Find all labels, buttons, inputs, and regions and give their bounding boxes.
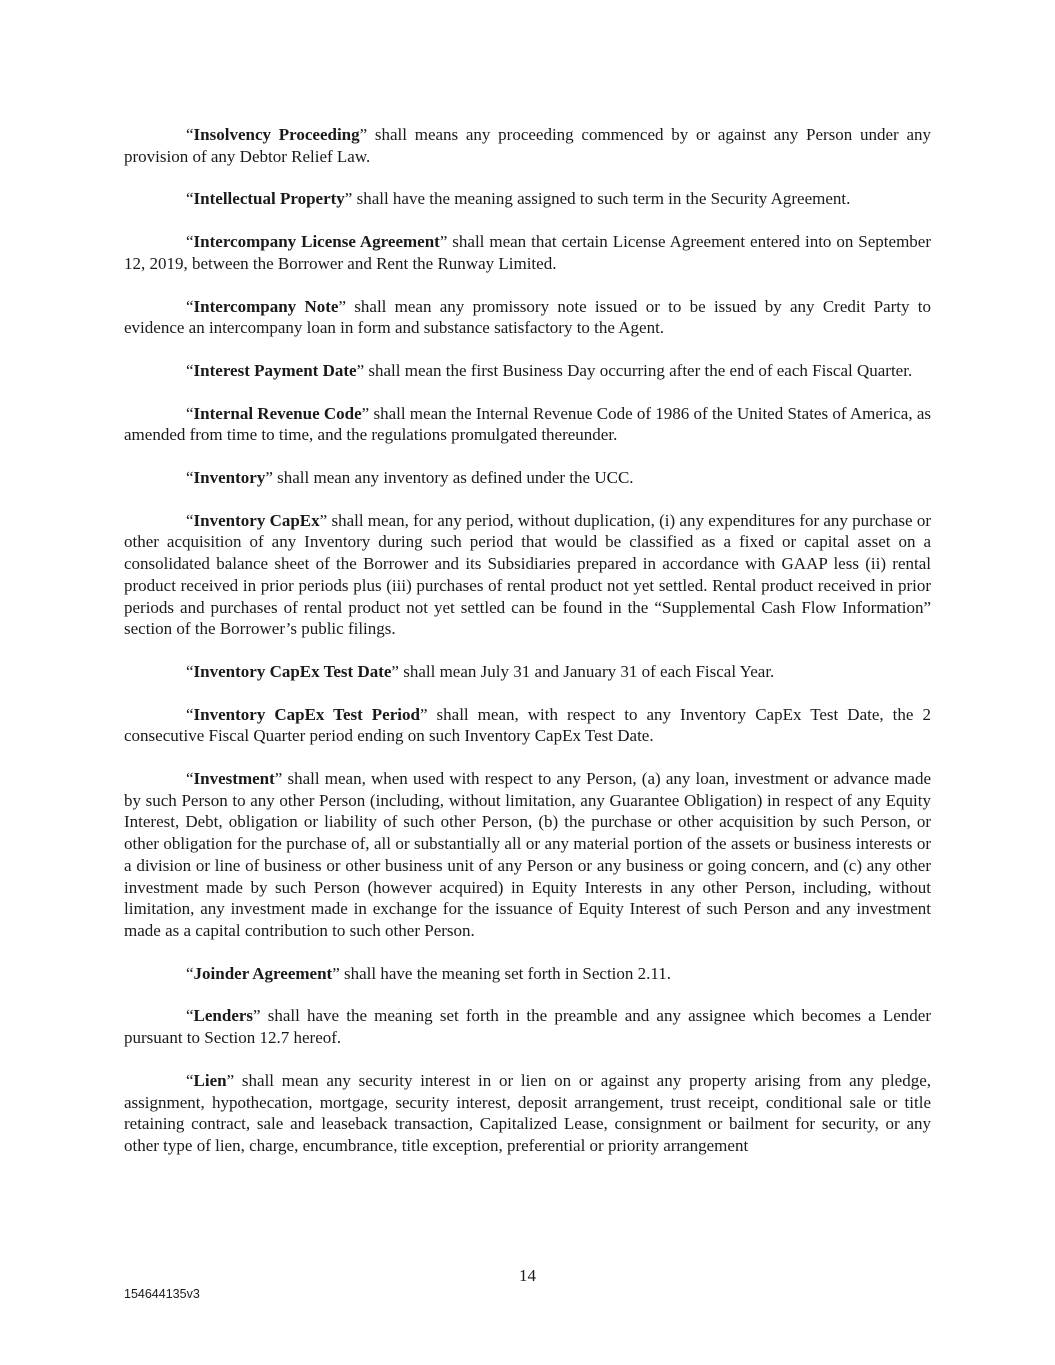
defined-term: Lenders [193, 1006, 254, 1026]
open-quote: “ [186, 963, 194, 983]
definition-text: shall mean, when used with respect to any Person, (a) any loan, investment or advance made by such Person to any other Person (including, without limitation, any Guarantee Obligation) in respect of any Equity Interest, Debt, obligation or liability of such other Person, (b) the purchase or other acquisition by such Person, or other obligation for the purchase of, all or substantially all or any material portion of the assets or business interests or a division or line of business or other business unit of any Person or any business or going concern, and (c) any other investment made by such Person (however acquired) in Equity Interests in any other Person, including, without limitation, any investment made in exchange for the issuance of Equity Interest of such Person and any investment made as a capital contribution to such other Person. [124, 769, 931, 940]
document-body [124, 124, 931, 1178]
close-quote: ” [226, 1070, 235, 1090]
open-quote: “ [186, 1006, 194, 1026]
definition-text: shall have the meaning assigned to such term in the Security Agreement. [352, 189, 851, 209]
open-quote: “ [186, 510, 194, 530]
definition-paragraph [124, 231, 931, 274]
definition-paragraph [124, 963, 931, 985]
definition-text: shall mean the Internal Revenue Code of 1986 of the United States of America, as amended from time to time, and the regulations promulgated thereunder. [124, 403, 931, 445]
open-quote: “ [186, 769, 194, 789]
definition-paragraph [124, 467, 931, 489]
definition-text: shall have the meaning set forth in the preamble and any assignee which becomes a Lender pursuant to Section 12.7 hereof. [124, 1006, 931, 1048]
close-quote: ” [439, 232, 448, 252]
open-quote: “ [186, 1070, 194, 1090]
close-quote: ” [253, 1006, 261, 1026]
close-quote: ” [356, 360, 365, 380]
close-quote: ” [361, 403, 370, 423]
definition-paragraph [124, 360, 931, 382]
definition-paragraph [124, 188, 931, 210]
defined-term: Insolvency Proceeding [193, 125, 360, 144]
definition-paragraph [124, 1005, 931, 1048]
open-quote: “ [186, 661, 194, 681]
open-quote: “ [186, 296, 194, 316]
close-quote: ” [338, 296, 346, 316]
definition-paragraph [124, 124, 931, 167]
defined-term: Internal Revenue Code [193, 403, 362, 423]
open-quote: “ [186, 468, 194, 488]
page-number: 14 [519, 1266, 536, 1285]
definition-text: shall mean any inventory as defined under the UCC. [272, 468, 634, 488]
defined-term: Inventory CapEx Test Period [193, 704, 420, 724]
close-quote: ” [332, 963, 340, 983]
defined-term: Intellectual Property [193, 189, 345, 209]
open-quote: “ [186, 189, 194, 209]
close-quote: ” [419, 704, 428, 724]
defined-term: Intercompany License Agreement [193, 232, 440, 252]
definition-text: shall mean that certain License Agreement entered into on September 12, 2019, between the Borrower and Rent the Runway Limited. [124, 232, 931, 273]
definition-text: shall mean July 31 and January 31 of each Fiscal Year. [398, 661, 775, 681]
close-quote: ” [359, 125, 368, 144]
definition-paragraph [124, 704, 931, 747]
definition-text: shall mean any promissory note issued or to be issued by any Credit Party to evidence an intercompany loan in form and substance satisfactory to the Agent. [124, 296, 931, 338]
defined-term: Lien [193, 1070, 227, 1090]
open-quote: “ [186, 403, 194, 423]
defined-term: Inventory [193, 468, 266, 488]
definition-paragraph [124, 768, 931, 942]
definition-paragraph [124, 510, 931, 640]
defined-term: Intercompany Note [193, 296, 339, 316]
definition-paragraph [124, 661, 931, 683]
close-quote: ” [265, 468, 273, 488]
open-quote: “ [186, 125, 194, 144]
close-quote: ” [319, 510, 328, 530]
definition-paragraph [124, 1070, 931, 1157]
definition-text: shall mean, with respect to any Inventory CapEx Test Date, the 2 consecutive Fiscal Quarter period ending on such Inventory CapEx Test Date. [124, 704, 931, 746]
definition-paragraph [124, 403, 931, 446]
close-quote: ” [274, 769, 283, 789]
document-id: 154644135v3 [124, 1287, 200, 1301]
defined-term: Interest Payment Date [193, 360, 357, 380]
open-quote: “ [186, 704, 194, 724]
definition-paragraph [124, 296, 931, 339]
definition-text: shall have the meaning set forth in Section 2.11. [339, 963, 672, 983]
definition-text: shall means any proceeding commenced by or against any Person under any provision of any Debtor Relief Law. [124, 125, 931, 166]
defined-term: Inventory CapEx [193, 510, 320, 530]
definition-text: shall mean the first Business Day occurring after the end of each Fiscal Quarter. [364, 360, 913, 380]
definition-text: shall mean, for any period, without duplication, (i) any expenditures for any purchase or other acquisition of any Inventory during such period that would be classified as a fixed or capital asset on a consolidated balance sheet of the Borrower and its Subsidiaries prepared in accordance with GAAP less (ii) rental product received in prior periods plus (iii) purchases of rental product not yet settled. Rental product received in prior periods and purchases of rental product not yet settled can be found in the “Supplemental Cash Flow Information” section of the Borrower’s public filings. [124, 510, 931, 639]
definition-text: shall mean any security interest in or lien on or against any property arising from any pledge, assignment, hypothecation, mortgage, security interest, deposit arrangement, trust receipt, conditional sale or title retaining contract, sale and leaseback transaction, Capitalized Lease, consignment or bailment for security, or any other type of lien, charge, encumbrance, title exception, preferential or priority arrangement [124, 1070, 931, 1155]
close-quote: ” [344, 189, 353, 209]
open-quote: “ [186, 232, 194, 252]
defined-term: Joinder Agreement [193, 963, 333, 983]
defined-term: Investment [193, 769, 275, 789]
defined-term: Inventory CapEx Test Date [193, 661, 392, 681]
open-quote: “ [186, 360, 194, 380]
close-quote: ” [391, 661, 399, 681]
